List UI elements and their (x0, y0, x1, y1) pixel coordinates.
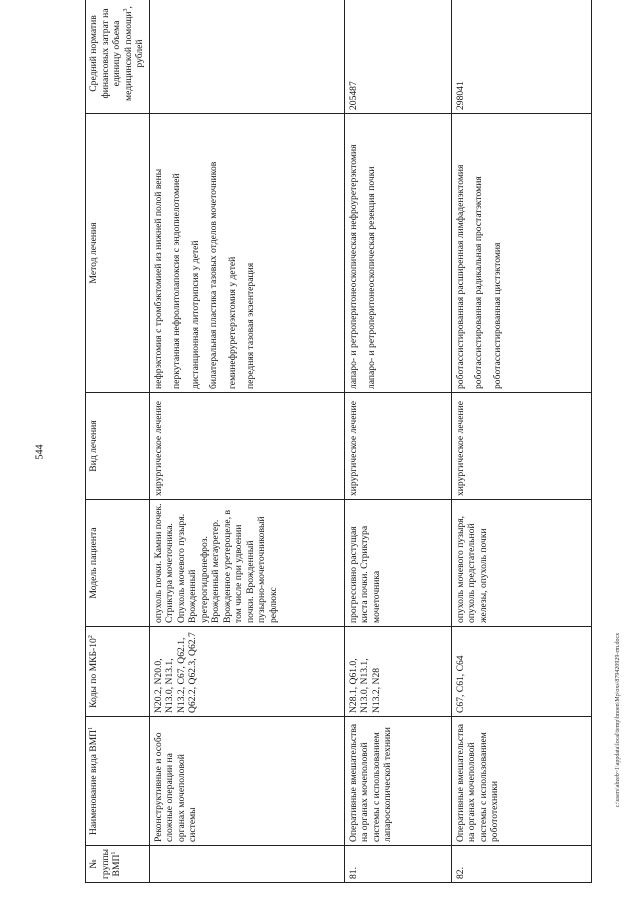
cell-group-number: 82. (451, 846, 591, 883)
cell-patient-model: прогрессивно растущая киста почки. Стриктура мочеточника (344, 500, 451, 627)
cell-icd-codes: C67, C61, C64 (451, 627, 591, 717)
method-item: роботассистированная радикальная простатэктомия (473, 176, 484, 389)
cell-average-cost: 205487 (344, 0, 451, 114)
method-item: лапаро- и ретроперитонеоскопическая резекция почки (366, 166, 377, 389)
cell-vmp-name: Оперативные вмешательства на органах мочеполовой системы с использованием робототехники (451, 717, 591, 846)
table-row (451, 0, 591, 883)
cell-treatment-methods (149, 114, 344, 393)
cell-vmp-name: Оперативные вмешательства на органах мочеполовой системы с использованием лапароскопической техники (344, 717, 451, 846)
cell-patient-model: опухоль почки. Камни почек. Стриктура мочеточника. Опухоль мочевого пузыря. Врожденный уретерогидронефроз. Врожденный мегауретер. Врожденное уретероцеле, в том числе при удвоении почки. Врожденный пузырно-мочеточниковый рефлюкс (149, 500, 344, 627)
cell-icd-codes: N20.2, N20.0, N13.0, N13.1, N13.2, C67, Q62.1, Q62.2, Q62.3, Q62.7 (149, 627, 344, 717)
method-item: роботассистированная расширенная лимфаденэктомия (454, 164, 466, 389)
header-group-number: № группы ВМП$^1$ (86, 846, 150, 883)
table-row (149, 0, 344, 883)
footer-file-path: c:\users\abzeb~1\appdata\local\temp\bnoen\Mp\oxs\879420929-rm.docx (615, 632, 621, 808)
method-item: билатеральная пластика тазовых отделов мочеточников (208, 161, 219, 389)
cell-average-cost: 298041 (451, 0, 591, 114)
method-item: роботассистированная цистэктомия (491, 242, 503, 389)
header-vmp-name: Наименование вида ВМП$^1$ (86, 717, 150, 846)
cell-icd-codes: N28.1, Q61.0, N13.0, N13.1, N13.2, N28 (344, 627, 451, 717)
cell-treatment-type: хирургическое лечение (344, 393, 451, 500)
page-number: 544 (34, 444, 46, 460)
method-item: нефрэктомия с тромбэктомией из нижней полой вены (152, 168, 164, 389)
method-item: передняя тазовая экзентерация (245, 262, 256, 389)
cell-treatment-type: хирургическое лечение (451, 393, 591, 500)
table-header-row (86, 0, 150, 883)
cell-patient-model: опухоль мочевого пузыря, опухоль предстательной железы, опухоль почки (451, 500, 591, 627)
vmp-table (85, 0, 592, 883)
header-treatment-method: Метод лечения (86, 114, 150, 393)
rotated-table-container (85, 6, 615, 883)
method-item: лапаро- и ретроперитонеоскопическая нефроуретерэктомия (347, 144, 359, 389)
cell-treatment-type: хирургическое лечение (149, 393, 344, 500)
method-item: геминефруретерэктомия у детей (226, 256, 238, 389)
cell-treatment-methods (451, 114, 591, 393)
cell-vmp-name: Реконструктивные и особо сложные операции на органах мочеполовой системы (149, 717, 344, 846)
cell-group-number: 81. (344, 846, 451, 883)
cell-treatment-methods (344, 114, 451, 393)
header-average-cost: Средний норматив финансовых затрат на единицу объема медицинской помощи$^3$, рублей (86, 0, 150, 114)
cell-group-number (149, 846, 344, 883)
header-icd-codes: Коды по МКБ-$10^2$ (86, 627, 150, 717)
method-item: дистанционная литотрипсия у детей (189, 240, 201, 389)
header-treatment-type: Вид лечения (86, 393, 150, 500)
cell-average-cost (149, 0, 344, 114)
header-patient-model: Модель пациента (86, 500, 150, 627)
table-row (344, 0, 451, 883)
method-item: перкутанная нефролитолапоксия с эндопиелотомией (171, 173, 182, 389)
